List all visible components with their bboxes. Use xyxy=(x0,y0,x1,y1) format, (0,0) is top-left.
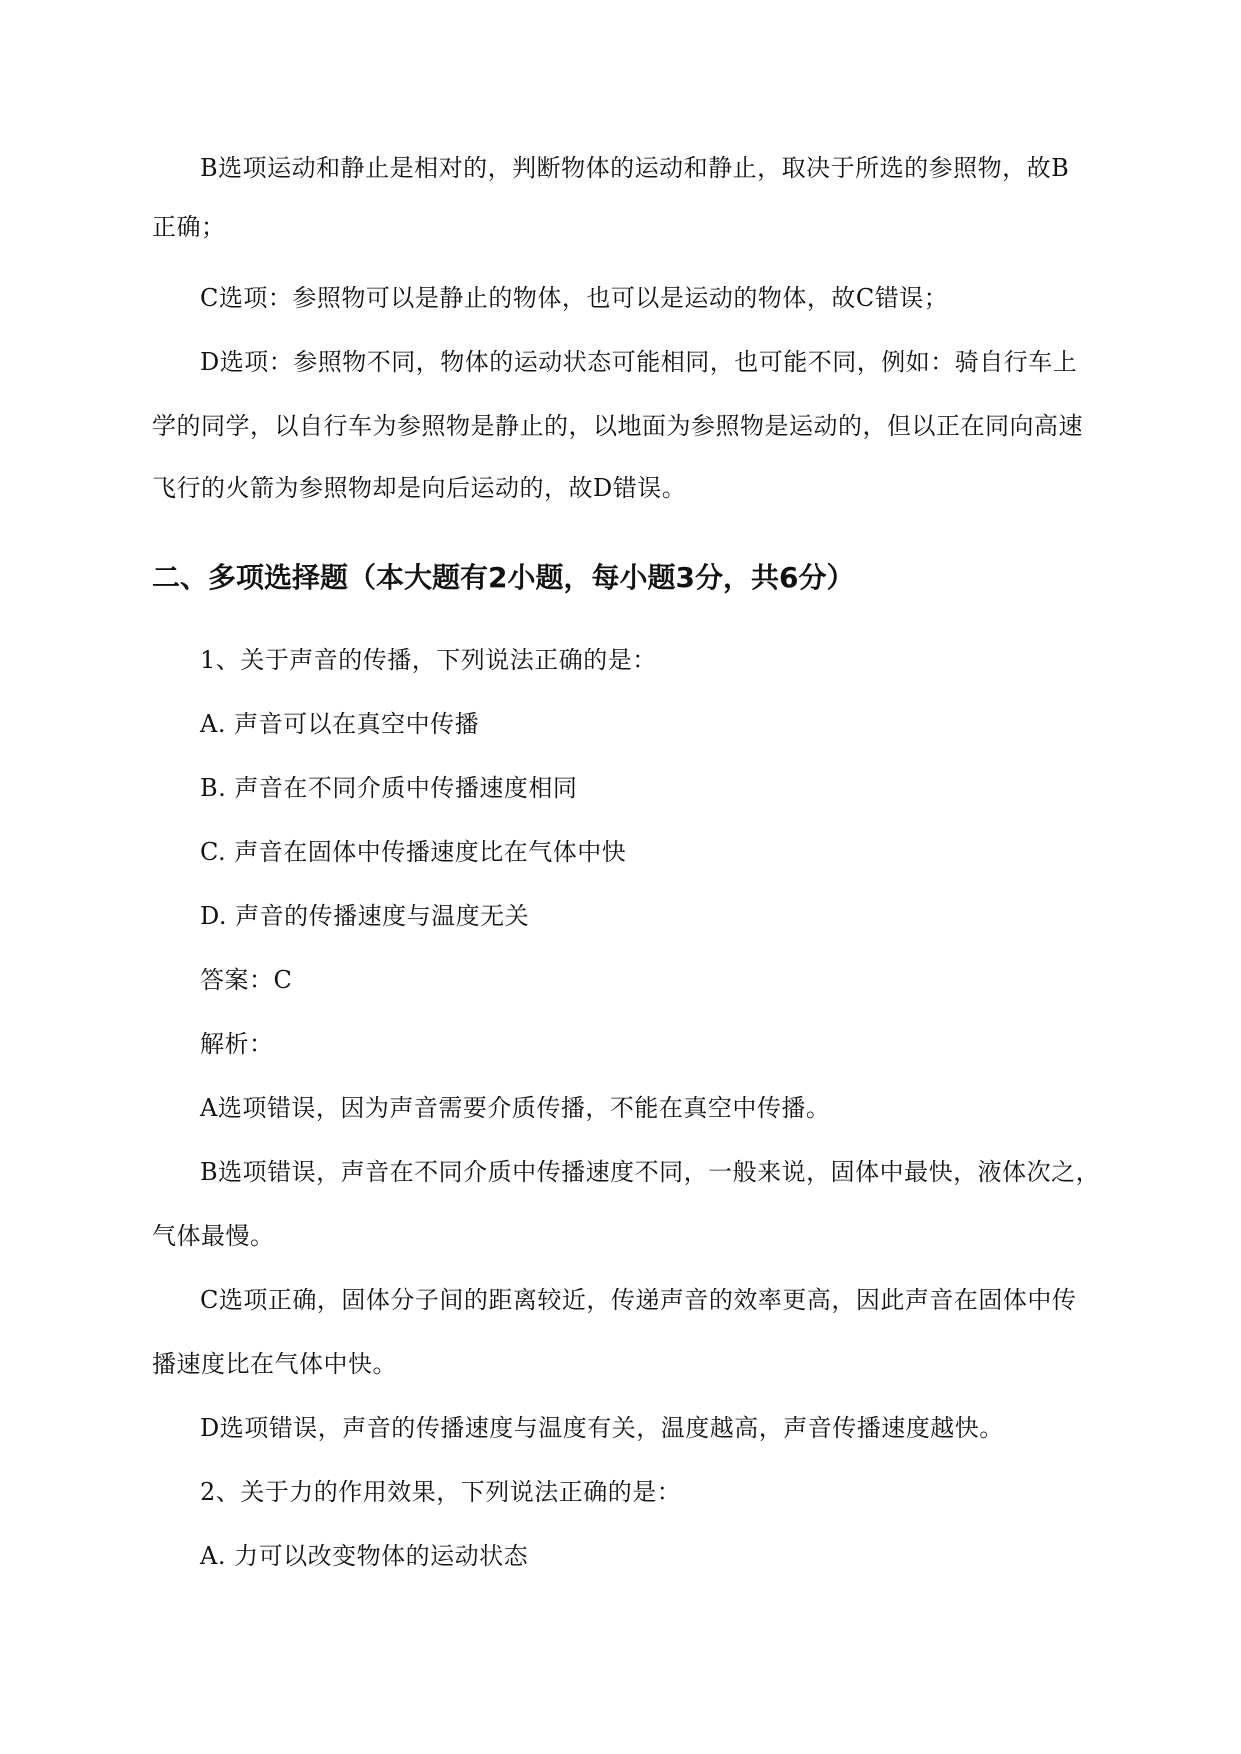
q2-stem: 2、关于力的作用效果，下列说法正确的是： xyxy=(200,1478,682,1506)
q2-option-a: A. 力可以改变物体的运动状态 xyxy=(200,1542,529,1570)
analysis-b-line1: B选项运动和静止是相对的，判断物体的运动和静止，取决于所选的参照物，故B xyxy=(200,154,1070,182)
section-heading: 二、多项选择题（本大题有2小题，每小题3分，共6分） xyxy=(152,561,855,594)
q1-analysis-a: A选项错误，因为声音需要介质传播，不能在真空中传播。 xyxy=(200,1094,831,1122)
analysis-d-line1: D选项：参照物不同，物体的运动状态可能相同，也可能不同，例如：骑自行车上 xyxy=(200,348,1078,376)
q1-analysis-c-line2: 播速度比在气体中快。 xyxy=(152,1350,397,1378)
q1-analysis-b-line1: B选项错误，声音在不同介质中传播速度不同，一般来说，固体中最快，液体次之， xyxy=(200,1158,1101,1186)
q1-analysis-d: D选项错误，声音的传播速度与温度有关，温度越高，声音传播速度越快。 xyxy=(200,1414,1004,1442)
q1-option-c: C. 声音在固体中传播速度比在气体中快 xyxy=(200,838,627,866)
q1-option-b: B. 声音在不同介质中传播速度相同 xyxy=(200,774,578,802)
q1-analysis-b-line2: 气体最慢。 xyxy=(152,1222,275,1250)
analysis-c-line: C选项：参照物可以是静止的物体，也可以是运动的物体，故C错误； xyxy=(200,284,949,312)
analysis-d-line3: 飞行的火箭为参照物却是向后运动的，故D错误。 xyxy=(152,474,687,502)
q1-stem: 1、关于声音的传播，下列说法正确的是： xyxy=(200,646,657,674)
analysis-d-line2: 学的同学，以自行车为参照物是静止的，以地面为参照物是运动的，但以正在同向高速 xyxy=(152,412,1083,440)
q1-answer: 答案：C xyxy=(200,966,293,994)
analysis-b-line2: 正确； xyxy=(152,213,226,241)
q1-analysis-c-line1: C选项正确，固体分子间的距离较近，传递声音的效率更高，因此声音在固体中传 xyxy=(200,1286,1077,1314)
q1-option-a: A. 声音可以在真空中传播 xyxy=(200,710,480,738)
q1-option-d: D. 声音的传播速度与温度无关 xyxy=(200,902,530,930)
q1-analysis-label: 解析： xyxy=(200,1030,274,1058)
